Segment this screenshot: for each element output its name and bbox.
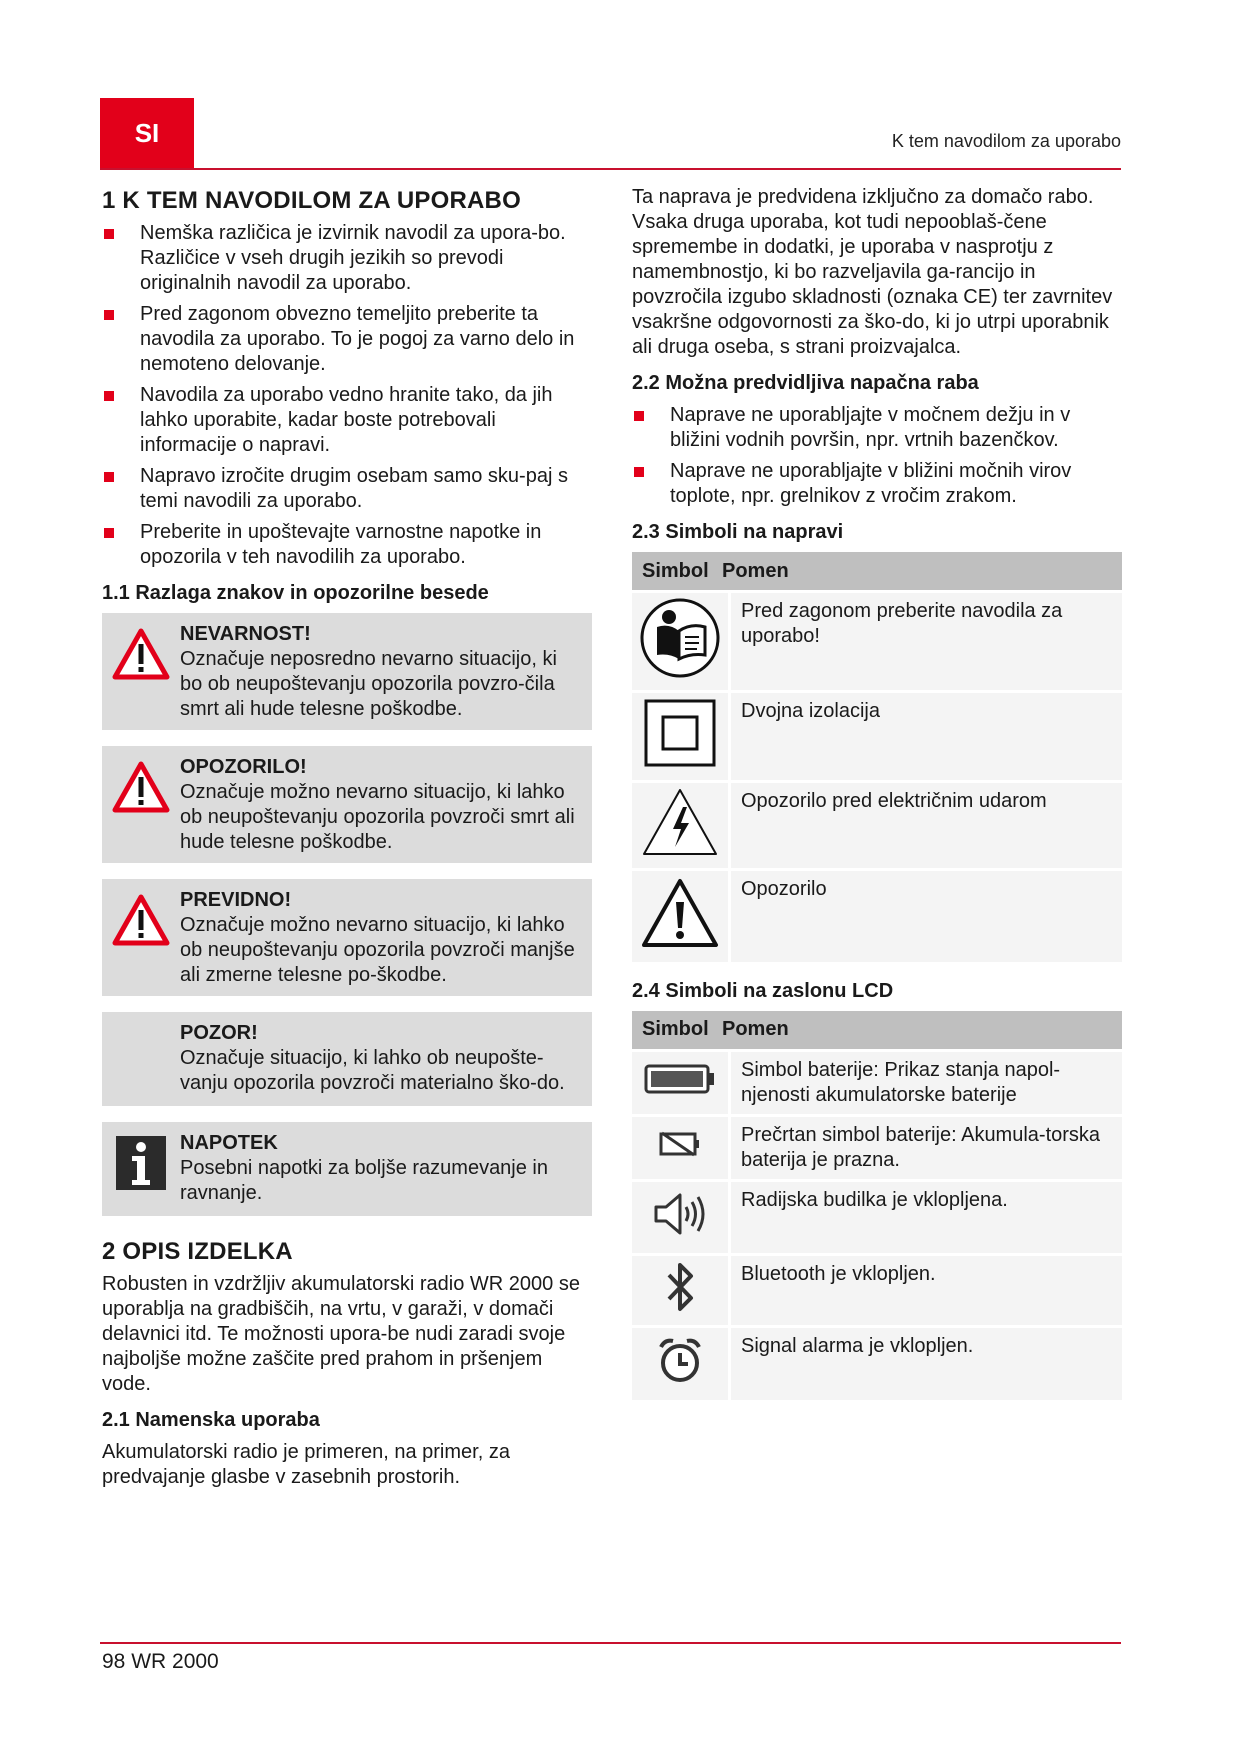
table-header-row <box>632 1011 1122 1051</box>
list-item: Nemška različica je izvirnik navodil za upora-bo. Različice v vseh drugih jezikih so prevodi originalnih navodil za uporabo. <box>102 221 592 296</box>
lcd-symbols-table <box>632 1011 1122 1401</box>
table-row <box>632 1115 1122 1180</box>
warning-triangle-icon <box>112 760 170 814</box>
bullet-square-icon <box>634 467 644 477</box>
notice-title: NEVARNOST! <box>180 623 311 645</box>
list-item: Naprave ne uporabljajte v bližini močnih virov toplote, npr. grelnikov z vročim zrakom. <box>632 459 1120 509</box>
alarm-clock-icon <box>655 1335 705 1385</box>
bullet-square-icon <box>104 391 114 401</box>
left-column <box>102 183 592 1496</box>
notice-text: Označuje možno nevarno situacijo, ki lahko ob neupoštevanju opozorila povzroči smrt ali hude telesne poškodbe. <box>180 781 575 853</box>
table-row <box>632 692 1122 782</box>
speaker-icon <box>652 1191 708 1237</box>
table-row <box>632 1050 1122 1115</box>
notice-text: Označuje možno nevarno situacijo, ki lahko ob neupoštevanju opozorila povzroči manjše ali zmerne telesne po-škodbe. <box>180 914 575 986</box>
table-header-row <box>632 552 1122 592</box>
section-1-1-title: 1.1 Razlaga znakov in opozorilne besede <box>102 582 489 604</box>
notice-warning <box>102 746 592 863</box>
notice-danger <box>102 613 592 730</box>
table-row <box>632 870 1122 962</box>
notice-caution <box>102 879 592 996</box>
list-item: Preberite in upoštevajte varnostne napotke in opozorila v teh navodilih za uporabo. <box>102 520 592 570</box>
meaning-cell: Bluetooth je vklopljen. <box>730 1254 1123 1326</box>
info-icon <box>112 1136 170 1190</box>
warning-triangle-icon <box>112 893 170 947</box>
section-2-1-text-continued: Ta naprava je predvidena izključno za domačo rabo. Vsaka druga uporaba, kot tudi nepooblaš-čene spremembe in dodatki, je uporaba v nasprotju z namembnostjo, ki bo razveljavila ga-rancijo in povzročila izgubo skladnosti (oznaka CE) ter zavrnitev vsakršne odgovornosti za ško-do, ki jo utrpi uporabnik ali druga oseba, s strani proizvajalca. <box>632 186 1113 358</box>
page-footer: 98 WR 2000 <box>102 1650 219 1673</box>
meaning-cell: Simbol baterije: Prikaz stanja napol-njenosti akumulatorske baterije <box>730 1050 1123 1115</box>
notice-title: OPOZORILO! <box>180 756 307 778</box>
bullet-square-icon <box>104 472 114 482</box>
double-insulation-icon <box>643 698 717 768</box>
symbol-cell <box>632 1254 730 1326</box>
meaning-cell: Opozorilo pred električnim udarom <box>730 782 1123 870</box>
list-item: Pred zagonom obvezno temeljito preberite ta navodila za uporabo. To je pogoj za varno delo in nemoteno delovanje. <box>102 302 592 377</box>
notice-title: PREVIDNO! <box>180 889 292 911</box>
symbol-cell <box>632 1180 730 1254</box>
bluetooth-icon <box>663 1260 697 1314</box>
symbol-cell <box>632 592 730 692</box>
symbol-cell <box>632 782 730 870</box>
list-item: Navodila za uporabo vedno hranite tako, da jih lahko uporabite, kadar boste potrebovali informacije o napravi. <box>102 383 592 458</box>
table-row <box>632 592 1122 692</box>
notice-attention <box>102 1012 592 1106</box>
meaning-cell: Radijska budilka je vklopljena. <box>730 1180 1123 1254</box>
section-2-2-title: 2.2 Možna predvidljiva napačna raba <box>632 372 979 394</box>
battery-empty-icon <box>658 1129 702 1159</box>
section-2-3-title: 2.3 Simboli na napravi <box>632 521 844 543</box>
meaning-cell: Pred zagonom preberite navodila za uporabo! <box>730 592 1123 692</box>
general-warning-icon <box>641 878 719 948</box>
symbol-cell <box>632 870 730 962</box>
list-item: Napravo izročite drugim osebam samo sku-paj s temi navodili za uporabo. <box>102 464 592 514</box>
section-1-bullet-list <box>102 221 592 570</box>
table-header: Simbol Pomen <box>632 1011 1122 1051</box>
header-divider <box>100 168 1121 170</box>
table-row <box>632 1254 1122 1326</box>
meaning-cell: Signal alarma je vklopljen. <box>730 1326 1123 1400</box>
battery-icon <box>644 1062 716 1096</box>
notice-text: Označuje situacijo, ki lahko ob neupošte-vanju opozorila povzroči materialno ško-do. <box>180 1047 565 1094</box>
section-2-1-text: Akumulatorski radio je primeren, na primer, za predvajanje glasbe v zasebnih prostorih. <box>102 1441 510 1488</box>
device-symbols-table <box>632 552 1122 962</box>
footer-divider <box>100 1642 1121 1644</box>
section-2-intro: Robusten in vzdržljiv akumulatorski radio WR 2000 se uporablja na gradbiščih, na vrtu, v garaži, v domači delavnici itd. Te možnosti upora-be nudi zaradi svoje najboljše možne zaščite pred prahom in pršenjem vode. <box>102 1273 580 1395</box>
read-manual-icon <box>639 597 721 679</box>
language-tab: SI <box>100 98 194 168</box>
meaning-cell: Prečrtan simbol baterije: Akumula-torska baterija je prazna. <box>730 1115 1123 1180</box>
table-row <box>632 1326 1122 1400</box>
section-2-2-bullet-list <box>632 403 1120 509</box>
section-2-1-title: 2.1 Namenska uporaba <box>102 1409 320 1431</box>
table-header: Simbol Pomen <box>632 552 1122 592</box>
section-1-title: 1 K TEM NAVODILOM ZA UPORABO <box>102 187 521 214</box>
bullet-square-icon <box>104 528 114 538</box>
list-item: Naprave ne uporabljajte v močnem dežju in v bližini vodnih površin, npr. vrtnih bazenčkov. <box>632 403 1120 453</box>
table-row <box>632 782 1122 870</box>
electric-shock-warning-icon <box>641 787 719 857</box>
bullet-square-icon <box>104 229 114 239</box>
symbol-cell <box>632 1115 730 1180</box>
page-header-title: K tem navodilom za uporabo <box>891 131 1121 151</box>
warning-triangle-icon <box>112 627 170 681</box>
bullet-square-icon <box>634 411 644 421</box>
notice-text: Označuje neposredno nevarno situacijo, ki bo ob neupoštevanju opozorila povzro-čila smrt ali hude telesne poškodbe. <box>180 648 557 720</box>
table-row <box>632 1180 1122 1254</box>
notice-title: NAPOTEK <box>180 1132 278 1154</box>
symbol-cell <box>632 1326 730 1400</box>
section-2-title: 2 OPIS IZDELKA <box>102 1238 293 1265</box>
notice-text: Posebni napotki za boljše razumevanje in ravnanje. <box>180 1157 548 1204</box>
bullet-square-icon <box>104 310 114 320</box>
symbol-cell <box>632 1050 730 1115</box>
meaning-cell: Opozorilo <box>730 870 1123 962</box>
right-column <box>632 183 1120 1400</box>
symbol-cell <box>632 692 730 782</box>
section-2-4-title: 2.4 Simboli na zaslonu LCD <box>632 979 894 1002</box>
notice-title: POZOR! <box>180 1022 258 1044</box>
meaning-cell: Dvojna izolacija <box>730 692 1123 782</box>
notice-note <box>102 1122 592 1216</box>
